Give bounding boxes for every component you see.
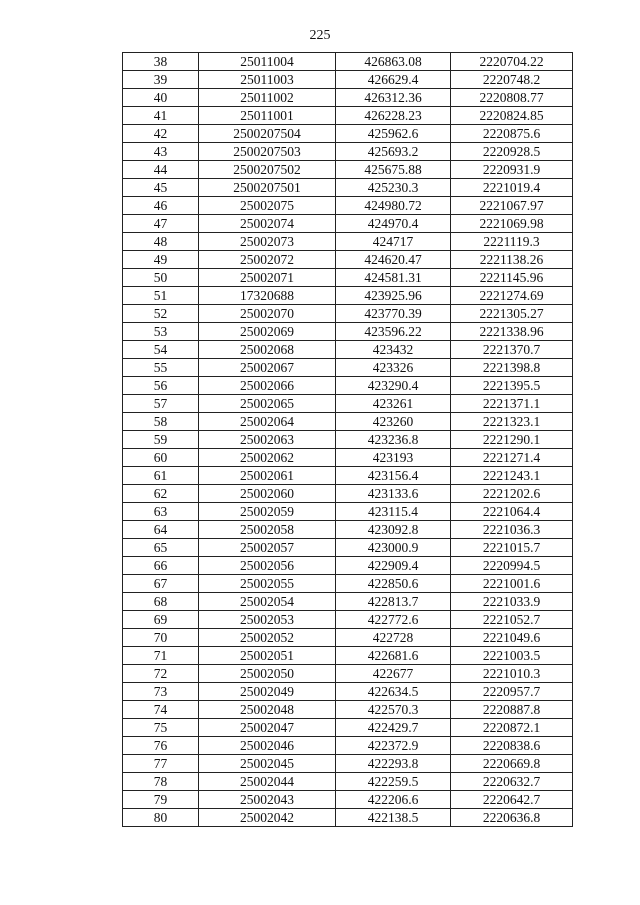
x-coordinate-cell: 423115.4 <box>336 503 451 521</box>
point-id-cell: 25002053 <box>199 611 336 629</box>
row-number-cell: 80 <box>123 809 199 827</box>
y-coordinate-cell: 2220669.8 <box>451 755 573 773</box>
point-id-cell: 25002045 <box>199 755 336 773</box>
row-number-cell: 77 <box>123 755 199 773</box>
point-id-cell: 25002069 <box>199 323 336 341</box>
x-coordinate-cell: 422813.7 <box>336 593 451 611</box>
row-number-cell: 42 <box>123 125 199 143</box>
x-coordinate-cell: 422293.8 <box>336 755 451 773</box>
table-row <box>123 467 573 485</box>
x-coordinate-cell: 425962.6 <box>336 125 451 143</box>
y-coordinate-cell: 2220931.9 <box>451 161 573 179</box>
table-row <box>123 665 573 683</box>
x-coordinate-cell: 424717 <box>336 233 451 251</box>
table-row <box>123 233 573 251</box>
point-id-cell: 25011001 <box>199 107 336 125</box>
row-number-cell: 40 <box>123 89 199 107</box>
row-number-cell: 52 <box>123 305 199 323</box>
row-number-cell: 48 <box>123 233 199 251</box>
y-coordinate-cell: 2220808.77 <box>451 89 573 107</box>
table-row <box>123 305 573 323</box>
row-number-cell: 67 <box>123 575 199 593</box>
table-row <box>123 179 573 197</box>
y-coordinate-cell: 2220748.2 <box>451 71 573 89</box>
point-id-cell: 2500207503 <box>199 143 336 161</box>
x-coordinate-cell: 424620.47 <box>336 251 451 269</box>
y-coordinate-cell: 2221290.1 <box>451 431 573 449</box>
row-number-cell: 54 <box>123 341 199 359</box>
y-coordinate-cell: 2221067.97 <box>451 197 573 215</box>
table-row <box>123 539 573 557</box>
point-id-cell: 25002065 <box>199 395 336 413</box>
table-row <box>123 719 573 737</box>
table-row <box>123 251 573 269</box>
x-coordinate-cell: 424970.4 <box>336 215 451 233</box>
y-coordinate-cell: 2220704.22 <box>451 53 573 71</box>
x-coordinate-cell: 422728 <box>336 629 451 647</box>
x-coordinate-cell: 422429.7 <box>336 719 451 737</box>
point-id-cell: 25002054 <box>199 593 336 611</box>
x-coordinate-cell: 423000.9 <box>336 539 451 557</box>
row-number-cell: 69 <box>123 611 199 629</box>
row-number-cell: 76 <box>123 737 199 755</box>
table-row <box>123 629 573 647</box>
row-number-cell: 71 <box>123 647 199 665</box>
table-row <box>123 323 573 341</box>
y-coordinate-cell: 2221015.7 <box>451 539 573 557</box>
point-id-cell: 25002049 <box>199 683 336 701</box>
row-number-cell: 38 <box>123 53 199 71</box>
y-coordinate-cell: 2221036.3 <box>451 521 573 539</box>
point-id-cell: 25002066 <box>199 377 336 395</box>
x-coordinate-cell: 423260 <box>336 413 451 431</box>
table-row <box>123 647 573 665</box>
table-row <box>123 89 573 107</box>
y-coordinate-cell: 2221338.96 <box>451 323 573 341</box>
row-number-cell: 39 <box>123 71 199 89</box>
y-coordinate-cell: 2221052.7 <box>451 611 573 629</box>
y-coordinate-cell: 2221271.4 <box>451 449 573 467</box>
y-coordinate-cell: 2221001.6 <box>451 575 573 593</box>
x-coordinate-cell: 423326 <box>336 359 451 377</box>
table-row <box>123 485 573 503</box>
row-number-cell: 75 <box>123 719 199 737</box>
point-id-cell: 25002070 <box>199 305 336 323</box>
y-coordinate-cell: 2221019.4 <box>451 179 573 197</box>
x-coordinate-cell: 422677 <box>336 665 451 683</box>
row-number-cell: 51 <box>123 287 199 305</box>
x-coordinate-cell: 422372.9 <box>336 737 451 755</box>
point-id-cell: 25002051 <box>199 647 336 665</box>
row-number-cell: 68 <box>123 593 199 611</box>
point-id-cell: 25002071 <box>199 269 336 287</box>
row-number-cell: 63 <box>123 503 199 521</box>
table-row <box>123 413 573 431</box>
row-number-cell: 53 <box>123 323 199 341</box>
point-id-cell: 25011002 <box>199 89 336 107</box>
row-number-cell: 47 <box>123 215 199 233</box>
y-coordinate-cell: 2221243.1 <box>451 467 573 485</box>
y-coordinate-cell: 2221398.8 <box>451 359 573 377</box>
y-coordinate-cell: 2220838.6 <box>451 737 573 755</box>
row-number-cell: 62 <box>123 485 199 503</box>
table-row <box>123 341 573 359</box>
point-id-cell: 25002042 <box>199 809 336 827</box>
x-coordinate-cell: 422681.6 <box>336 647 451 665</box>
y-coordinate-cell: 2220875.6 <box>451 125 573 143</box>
table-row <box>123 791 573 809</box>
y-coordinate-cell: 2220642.7 <box>451 791 573 809</box>
row-number-cell: 65 <box>123 539 199 557</box>
x-coordinate-cell: 422772.6 <box>336 611 451 629</box>
x-coordinate-cell: 423156.4 <box>336 467 451 485</box>
row-number-cell: 50 <box>123 269 199 287</box>
x-coordinate-cell: 425693.2 <box>336 143 451 161</box>
table-row <box>123 611 573 629</box>
point-id-cell: 25002063 <box>199 431 336 449</box>
point-id-cell: 2500207501 <box>199 179 336 197</box>
table-row <box>123 359 573 377</box>
row-number-cell: 72 <box>123 665 199 683</box>
table-row <box>123 809 573 827</box>
x-coordinate-cell: 424980.72 <box>336 197 451 215</box>
point-id-cell: 25002064 <box>199 413 336 431</box>
point-id-cell: 25002056 <box>199 557 336 575</box>
table-row <box>123 143 573 161</box>
row-number-cell: 55 <box>123 359 199 377</box>
x-coordinate-cell: 423432 <box>336 341 451 359</box>
x-coordinate-cell: 426863.08 <box>336 53 451 71</box>
x-coordinate-cell: 423290.4 <box>336 377 451 395</box>
table-row <box>123 377 573 395</box>
x-coordinate-cell: 423596.22 <box>336 323 451 341</box>
point-id-cell: 25002075 <box>199 197 336 215</box>
point-id-cell: 25002050 <box>199 665 336 683</box>
x-coordinate-cell: 422206.6 <box>336 791 451 809</box>
table-row <box>123 431 573 449</box>
coordinates-table <box>122 52 573 827</box>
point-id-cell: 25002043 <box>199 791 336 809</box>
table-row <box>123 737 573 755</box>
point-id-cell: 25002057 <box>199 539 336 557</box>
row-number-cell: 60 <box>123 449 199 467</box>
point-id-cell: 25002058 <box>199 521 336 539</box>
x-coordinate-cell: 426228.23 <box>336 107 451 125</box>
y-coordinate-cell: 2221138.26 <box>451 251 573 269</box>
table-row <box>123 683 573 701</box>
table-row <box>123 161 573 179</box>
x-coordinate-cell: 422850.6 <box>336 575 451 593</box>
x-coordinate-cell: 422909.4 <box>336 557 451 575</box>
point-id-cell: 25002059 <box>199 503 336 521</box>
x-coordinate-cell: 423092.8 <box>336 521 451 539</box>
y-coordinate-cell: 2221069.98 <box>451 215 573 233</box>
point-id-cell: 25002048 <box>199 701 336 719</box>
point-id-cell: 25002061 <box>199 467 336 485</box>
table-row <box>123 107 573 125</box>
point-id-cell: 25002073 <box>199 233 336 251</box>
table-row <box>123 71 573 89</box>
table-row <box>123 449 573 467</box>
x-coordinate-cell: 422634.5 <box>336 683 451 701</box>
x-coordinate-cell: 422259.5 <box>336 773 451 791</box>
y-coordinate-cell: 2221003.5 <box>451 647 573 665</box>
y-coordinate-cell: 2221371.1 <box>451 395 573 413</box>
y-coordinate-cell: 2220887.8 <box>451 701 573 719</box>
row-number-cell: 44 <box>123 161 199 179</box>
table-row <box>123 269 573 287</box>
x-coordinate-cell: 423133.6 <box>336 485 451 503</box>
y-coordinate-cell: 2221145.96 <box>451 269 573 287</box>
row-number-cell: 73 <box>123 683 199 701</box>
x-coordinate-cell: 422138.5 <box>336 809 451 827</box>
point-id-cell: 25002074 <box>199 215 336 233</box>
table-row <box>123 593 573 611</box>
y-coordinate-cell: 2221010.3 <box>451 665 573 683</box>
point-id-cell: 25002052 <box>199 629 336 647</box>
row-number-cell: 64 <box>123 521 199 539</box>
x-coordinate-cell: 423261 <box>336 395 451 413</box>
y-coordinate-cell: 2220636.8 <box>451 809 573 827</box>
y-coordinate-cell: 2220824.85 <box>451 107 573 125</box>
table-row <box>123 395 573 413</box>
row-number-cell: 45 <box>123 179 199 197</box>
point-id-cell: 25002062 <box>199 449 336 467</box>
point-id-cell: 25002055 <box>199 575 336 593</box>
x-coordinate-cell: 424581.31 <box>336 269 451 287</box>
table-body <box>123 53 573 827</box>
row-number-cell: 46 <box>123 197 199 215</box>
y-coordinate-cell: 2221370.7 <box>451 341 573 359</box>
row-number-cell: 41 <box>123 107 199 125</box>
table-row <box>123 197 573 215</box>
table-row <box>123 503 573 521</box>
table-row <box>123 755 573 773</box>
point-id-cell: 2500207504 <box>199 125 336 143</box>
point-id-cell: 25002046 <box>199 737 336 755</box>
x-coordinate-cell: 425230.3 <box>336 179 451 197</box>
row-number-cell: 70 <box>123 629 199 647</box>
table-row <box>123 53 573 71</box>
table-row <box>123 773 573 791</box>
x-coordinate-cell: 422570.3 <box>336 701 451 719</box>
row-number-cell: 49 <box>123 251 199 269</box>
y-coordinate-cell: 2220928.5 <box>451 143 573 161</box>
point-id-cell: 25002068 <box>199 341 336 359</box>
y-coordinate-cell: 2221064.4 <box>451 503 573 521</box>
row-number-cell: 57 <box>123 395 199 413</box>
y-coordinate-cell: 2220632.7 <box>451 773 573 791</box>
row-number-cell: 43 <box>123 143 199 161</box>
point-id-cell: 25002060 <box>199 485 336 503</box>
x-coordinate-cell: 425675.88 <box>336 161 451 179</box>
row-number-cell: 56 <box>123 377 199 395</box>
point-id-cell: 17320688 <box>199 287 336 305</box>
table-row <box>123 287 573 305</box>
x-coordinate-cell: 423236.8 <box>336 431 451 449</box>
y-coordinate-cell: 2221323.1 <box>451 413 573 431</box>
point-id-cell: 25011004 <box>199 53 336 71</box>
page-number: 225 <box>309 28 331 43</box>
y-coordinate-cell: 2221395.5 <box>451 377 573 395</box>
row-number-cell: 58 <box>123 413 199 431</box>
row-number-cell: 74 <box>123 701 199 719</box>
x-coordinate-cell: 426312.36 <box>336 89 451 107</box>
table-row <box>123 215 573 233</box>
table-row <box>123 125 573 143</box>
row-number-cell: 66 <box>123 557 199 575</box>
y-coordinate-cell: 2221274.69 <box>451 287 573 305</box>
point-id-cell: 25002047 <box>199 719 336 737</box>
point-id-cell: 25002072 <box>199 251 336 269</box>
row-number-cell: 79 <box>123 791 199 809</box>
point-id-cell: 25011003 <box>199 71 336 89</box>
table-row <box>123 575 573 593</box>
y-coordinate-cell: 2220872.1 <box>451 719 573 737</box>
x-coordinate-cell: 426629.4 <box>336 71 451 89</box>
y-coordinate-cell: 2221202.6 <box>451 485 573 503</box>
row-number-cell: 59 <box>123 431 199 449</box>
x-coordinate-cell: 423193 <box>336 449 451 467</box>
point-id-cell: 25002067 <box>199 359 336 377</box>
row-number-cell: 78 <box>123 773 199 791</box>
point-id-cell: 25002044 <box>199 773 336 791</box>
y-coordinate-cell: 2220957.7 <box>451 683 573 701</box>
y-coordinate-cell: 2220994.5 <box>451 557 573 575</box>
table-row <box>123 521 573 539</box>
point-id-cell: 2500207502 <box>199 161 336 179</box>
x-coordinate-cell: 423925.96 <box>336 287 451 305</box>
row-number-cell: 61 <box>123 467 199 485</box>
y-coordinate-cell: 2221033.9 <box>451 593 573 611</box>
table-row <box>123 701 573 719</box>
x-coordinate-cell: 423770.39 <box>336 305 451 323</box>
y-coordinate-cell: 2221049.6 <box>451 629 573 647</box>
y-coordinate-cell: 2221119.3 <box>451 233 573 251</box>
table-row <box>123 557 573 575</box>
y-coordinate-cell: 2221305.27 <box>451 305 573 323</box>
